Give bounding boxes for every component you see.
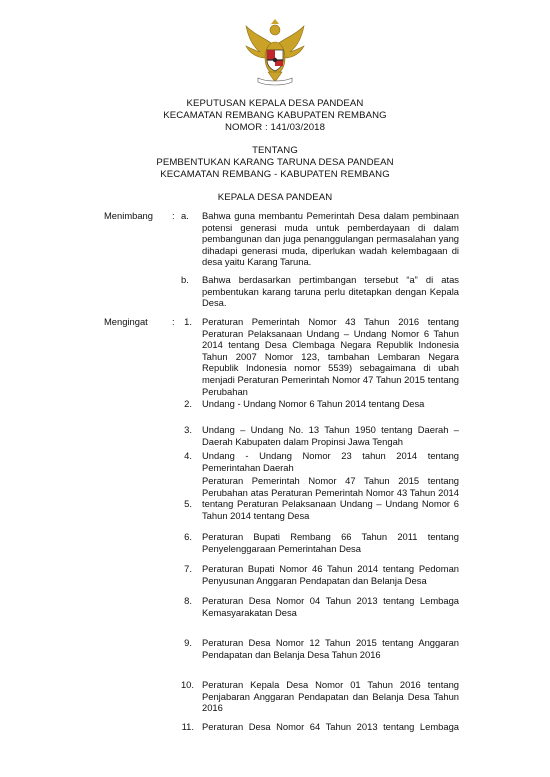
mengingat-marker-4: 4. [184, 450, 192, 461]
decree-district: KECAMATAN REMBANG KABUPATEN REMBANG [163, 110, 387, 121]
mengingat-marker-1: 1. [184, 316, 192, 327]
menimbang-item-a: Bahwa guna membantu Pemerintah Desa dalam pembinaan potensi generasi muda untuk pemberdayaan di dalam pembangunan dan juga penanggulangan permasalahan yang dihadapi generasi muda, diperlukan wadah kelembagaan di desa yaitu Karang Taruna. [202, 210, 459, 268]
mengingat-item-1: Peraturan Pemerintah Nomor 43 Tahun 2016 tentang Peraturan Pelaksanaan Undang – Undang Nomor 6 Tahun 2014 tentang Desa Clembaga Negara Republik Indonesia Tahun 2007 Nomor 123, tambahan Lembaran Negara Republik Indonesia nomor 5539) sebagaimana di ubah menjadi Peraturan Pemerintah Nomor 47 Tahun 2015 tentang Perubahan [202, 316, 459, 397]
decree-title: KEPUTUSAN KEPALA DESA PANDEAN [186, 98, 364, 109]
official-title: KEPALA DESA PANDEAN [217, 192, 333, 203]
garuda-emblem-icon [238, 16, 312, 90]
decree-number: NOMOR : 141/03/2018 [224, 122, 326, 133]
mengingat-item-4: Undang - Undang Nomor 23 tahun 2014 tentang Pemerintahan Daerah [202, 450, 459, 473]
mengingat-label: Mengingat [104, 316, 148, 327]
subject-line-1: PEMBENTUKAN KARANG TARUNA DESA PANDEAN [156, 157, 394, 168]
menimbang-label: Menimbang [104, 210, 153, 221]
mengingat-marker-10: 10. [180, 679, 194, 690]
mengingat-marker-2: 2. [184, 398, 192, 409]
mengingat-marker-8: 8. [184, 595, 192, 606]
mengingat-item-9: Peraturan Desa Nomor 12 Tahun 2015 tentang Anggaran Pendapatan dan Belanja Desa Tahun 2016 [202, 637, 459, 660]
menimbang-marker-a: a. [181, 210, 189, 221]
mengingat-marker-6: 6. [184, 531, 192, 542]
mengingat-marker-3: 3. [184, 424, 192, 435]
mengingat-item-7: Peraturan Bupati Nomor 46 Tahun 2014 tentang Pedoman Penyusunan Anggaran Pendapatan dan Belanja Desa [202, 563, 459, 586]
subject-line-2: KECAMATAN REMBANG - KABUPATEN REMBANG [160, 169, 390, 180]
menimbang-marker-b: b. [181, 274, 189, 285]
mengingat-item-10: Peraturan Kepala Desa Nomor 01 Tahun 2016 tentang Penjabaran Anggaran Pendapatan dan Belanja Desa Tahun 2016 [202, 679, 459, 714]
mengingat-item-6: Peraturan Bupati Rembang 66 Tahun 2011 tentang Penyelenggaraan Pemerintahan Desa [202, 531, 459, 554]
mengingat-colon: : [172, 316, 175, 327]
mengingat-marker-5: 5. [184, 498, 192, 509]
mengingat-marker-7: 7. [184, 563, 192, 574]
mengingat-item-2: Undang - Undang Nomor 6 Tahun 2014 tentang Desa [202, 398, 425, 409]
menimbang-item-b: Bahwa berdasarkan pertimbangan tersebut “a” di atas pembentukan karang taruna perlu ditetapkan dengan Kepala Desa. [202, 274, 459, 309]
menimbang-colon: : [172, 210, 175, 221]
mengingat-marker-11: 11. [181, 721, 194, 732]
mengingat-marker-9: 9. [184, 637, 192, 648]
mengingat-item-5: Peraturan Pemerintah Nomor 47 Tahun 2015 tentang Perubahan atas Peraturan Pemerintah Nomor 43 Tahun 2014 tentang Peraturan Pelaksanaan Undang – Undang Nomor 6 Tahun 2014 tentang Desa [202, 475, 459, 521]
mengingat-item-11: Peraturan Desa Nomor 64 Tahun 2013 tentang Lembaga [202, 721, 459, 732]
mengingat-item-8: Peraturan Desa Nomor 04 Tahun 2013 tentang Lembaga Kemasyarakatan Desa [202, 595, 459, 618]
tentang-heading: TENTANG [252, 145, 298, 156]
mengingat-item-3: Undang – Undang No. 13 Tahun 1950 tentang Daerah – Daerah Kabupaten dalam Propinsi Jawa Tengah [202, 424, 459, 447]
